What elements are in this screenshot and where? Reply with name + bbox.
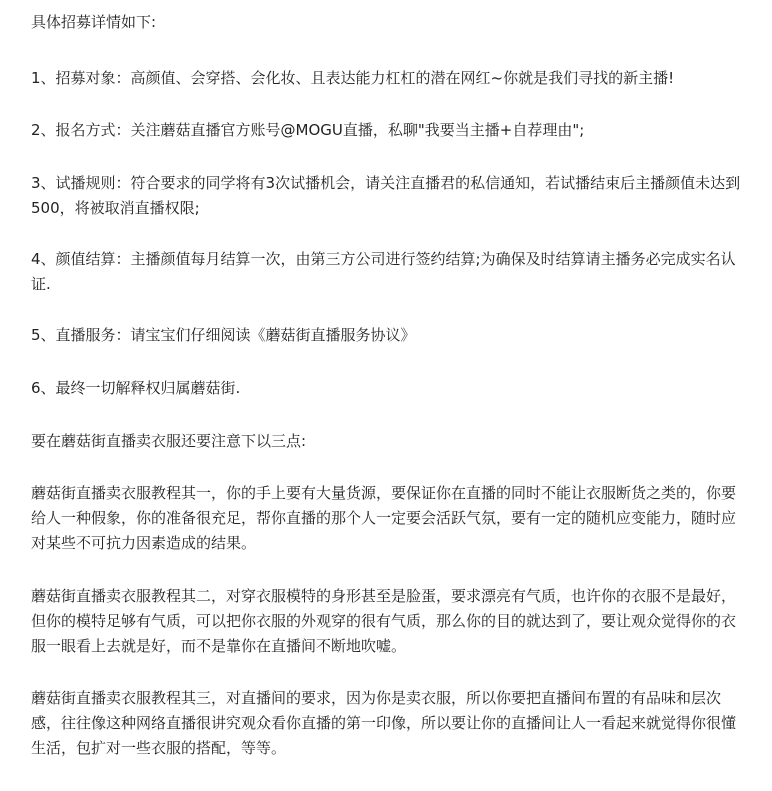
settlement-item: 4、颜值结算：主播颜值每月结算一次，由第三方公司进行签约结算;为确保及时结算请主播务必完成实名认证.	[31, 250, 736, 293]
recruitment-target-item: 1、招募对象：高颜值、会穿搭、会化妆、且表达能力杠杠的潜在网红~你就是我们寻找的新主播!	[31, 69, 675, 87]
trial-rules-item: 3、试播规则：符合要求的同学将有3次试播机会，请关注直播君的私信通知，若试播结束后主播颜值未达到500，将被取消直播权限;	[31, 174, 741, 217]
notice-heading: 要在蘑菇街直播卖衣服还要注意下以三点:	[31, 432, 307, 450]
tutorial-tip-two: 蘑菇街直播卖衣服教程其二，对穿衣服模特的身形甚至是脸蛋，要求漂亮有气质，也许你的衣服不是最好，但你的模特足够有气质，可以把你衣服的外观穿的很有气质，那么你的目的就达到了，要让观众觉得你的衣服一眼看上去就是好，而不是靠你在直播间不断地吹嘘。	[31, 587, 737, 655]
tutorial-tip-three: 蘑菇街直播卖衣服教程其三，对直播间的要求，因为你是卖衣服，所以你要把直播间布置的有品味和层次感，往往像这种网络直播很讲究观众看你直播的第一印像，所以要让你的直播间让人一看起来就觉得你很懂生活，包扩对一些衣服的搭配，等等。	[31, 689, 737, 757]
tutorial-tip-one: 蘑菇街直播卖衣服教程其一，你的手上要有大量货源，要保证你在直播的同时不能让衣服断货之类的，你要给人一种假象，你的准备很充足，帮你直播的那个人一定要会活跃气氛，要有一定的随机应变能力，随时应对某些不可抗力因素造成的结果。	[31, 484, 737, 552]
intro-text: 具体招募详情如下:	[31, 13, 157, 31]
interpretation-right-item: 6、最终一切解释权归属蘑菇街.	[31, 379, 241, 397]
service-agreement-item: 5、直播服务：请宝宝们仔细阅读《蘑菇街直播服务协议》	[31, 326, 416, 344]
registration-method-item: 2、报名方式：关注蘑菇直播官方账号@MOGU直播，私聊"我要当主播+自荐理由";	[31, 121, 585, 139]
